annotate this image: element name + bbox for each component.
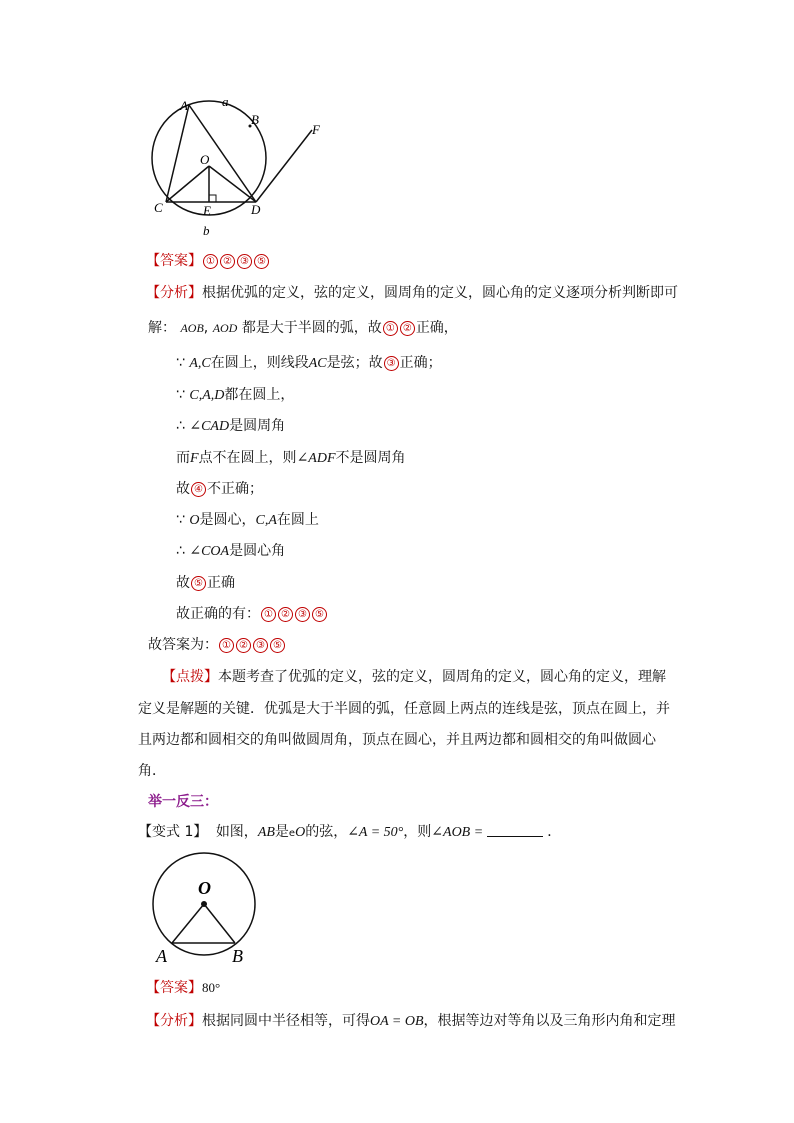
mark: ⑤ bbox=[254, 254, 269, 269]
text: 是弦；故 bbox=[326, 355, 383, 371]
answer-2 bbox=[146, 977, 220, 997]
var-o: O bbox=[295, 825, 306, 840]
tip-text: 本题考查了优弧的定义，弦的定义，圆周角的定义，圆心角的定义，理解 bbox=[218, 669, 666, 685]
answer-1 bbox=[146, 250, 270, 270]
answer-tag: 【答案】 bbox=[146, 253, 202, 269]
var-ab: AB bbox=[257, 825, 275, 840]
text: 是圆心， bbox=[199, 512, 256, 528]
var-cad: C,A,D bbox=[189, 388, 225, 403]
analysis-text: 根据优弧的定义，弦的定义，圆周角的定义，圆心角的定义逐项分析判断即可 bbox=[202, 285, 678, 301]
answer-tag: 【答案】 bbox=[146, 980, 202, 996]
analysis-line-arcs: 解： AOB, AOD 都是大于半圆的弧，故 ① ② 正确， bbox=[148, 320, 458, 336]
mark: ⑤ bbox=[270, 638, 285, 653]
var-ac: AC bbox=[308, 356, 327, 371]
arc-aod: AOD bbox=[212, 321, 238, 335]
arcs-text: 都是大于半圆的弧，故 bbox=[241, 320, 382, 336]
tip-tag: 【点拨】 bbox=[162, 669, 218, 685]
label-b: B bbox=[251, 112, 259, 127]
tip-line-1 bbox=[162, 666, 666, 686]
mark: ① bbox=[219, 638, 234, 653]
mark: ② bbox=[236, 638, 251, 653]
segment-ca bbox=[166, 105, 189, 202]
label-o: O bbox=[200, 152, 210, 167]
because-sym: ∵ bbox=[176, 355, 190, 371]
tip-line-2: 定义是解题的关键．优弧是大于半圆的弧，任意圆上两点的连线是弦，顶点在圆上，并 bbox=[138, 701, 670, 717]
var-ac-points: A,C bbox=[189, 356, 211, 371]
segment-ob bbox=[204, 904, 235, 943]
angle-aob: ∠AOB = bbox=[431, 825, 484, 840]
therefore-sym: ∴ bbox=[176, 543, 190, 559]
equation-oa-ob: OA = OB bbox=[370, 1014, 424, 1029]
analysis-line-6 bbox=[176, 447, 406, 467]
text: 而 bbox=[176, 450, 190, 466]
text: 都在圆上， bbox=[224, 387, 295, 403]
angle-cad: ∠CAD bbox=[189, 419, 230, 434]
variant-tag: 【变式 1】 bbox=[138, 824, 208, 840]
angle-a: ∠A = 50° bbox=[347, 825, 404, 840]
label-a: A bbox=[180, 98, 188, 113]
label-b-2: B bbox=[232, 946, 243, 966]
center-dot bbox=[201, 901, 207, 907]
solve-prefix: 解： bbox=[148, 320, 176, 336]
analysis-line-3 bbox=[176, 352, 442, 372]
text: 正确 bbox=[207, 575, 235, 591]
mark: ③ bbox=[295, 607, 310, 622]
therefore-sym: ∴ bbox=[176, 418, 190, 434]
segment-oa bbox=[172, 904, 204, 943]
angle-adf: ∠ADF bbox=[296, 451, 336, 466]
figure-circle-tangent bbox=[140, 92, 330, 240]
text: 不正确； bbox=[207, 481, 263, 497]
text: 是圆周角 bbox=[229, 418, 286, 434]
label-d: D bbox=[251, 202, 261, 217]
text: 是圆心角 bbox=[229, 543, 286, 559]
section-title: 举一反三： bbox=[148, 794, 218, 810]
text: ． bbox=[547, 824, 562, 840]
var-f: F bbox=[190, 451, 199, 466]
figure-circle-chord bbox=[146, 852, 258, 968]
var-ca: C,A bbox=[255, 513, 277, 528]
analysis-tag: 【分析】 bbox=[146, 285, 202, 301]
text: 如图， bbox=[215, 824, 258, 840]
label-arc-a: a bbox=[222, 94, 229, 109]
label-arc-b: b bbox=[203, 223, 210, 238]
analysis-line-4 bbox=[176, 384, 294, 404]
analysis-line-5 bbox=[176, 415, 285, 435]
label-c: C bbox=[154, 200, 163, 215]
mark: ⑤ bbox=[312, 607, 327, 622]
tip-line-3: 且两边都和圆相交的角叫做圆周角，顶点在圆心，并且两边都和圆相交的角叫做圆心 bbox=[138, 732, 656, 748]
analysis-line-10 bbox=[176, 572, 235, 592]
mark: ① bbox=[383, 321, 398, 336]
text: 根据同圆中半径相等，可得 bbox=[202, 1013, 370, 1029]
label-o-2: O bbox=[198, 878, 211, 898]
mark: ③ bbox=[253, 638, 268, 653]
analysis-tag: 【分析】 bbox=[146, 1013, 202, 1029]
arc-aob: AOB bbox=[180, 321, 204, 335]
label-e: E bbox=[203, 203, 211, 218]
circle-symbol: e bbox=[288, 828, 296, 839]
text: 不是圆周角 bbox=[335, 450, 406, 466]
mark: ② bbox=[278, 607, 293, 622]
mark: ④ bbox=[191, 482, 206, 497]
answer-blank[interactable] bbox=[487, 824, 543, 837]
text: 故 bbox=[176, 481, 190, 497]
mark: ③ bbox=[237, 254, 252, 269]
text: 故 bbox=[176, 575, 190, 591]
analysis-line-9 bbox=[176, 540, 285, 560]
mark: ① bbox=[203, 254, 218, 269]
text: 正确； bbox=[399, 355, 442, 371]
text: 在圆上 bbox=[276, 512, 319, 528]
var-o: O bbox=[189, 513, 200, 528]
answer-value: 80° bbox=[202, 980, 221, 995]
mark: ① bbox=[261, 607, 276, 622]
analysis-2 bbox=[146, 1010, 676, 1030]
text: 点不在圆上，则 bbox=[198, 450, 297, 466]
analysis-line-8 bbox=[176, 509, 319, 529]
text: 是 bbox=[274, 824, 289, 840]
because-sym: ∵ bbox=[176, 512, 190, 528]
analysis-line-7 bbox=[176, 478, 263, 498]
right-angle-mark bbox=[209, 195, 216, 202]
analysis-1-heading bbox=[146, 282, 678, 302]
mark: ③ bbox=[384, 356, 399, 371]
because-sym: ∵ bbox=[176, 387, 190, 403]
segment-co bbox=[166, 166, 209, 202]
mark: ⑤ bbox=[191, 576, 206, 591]
text: ，根据等边对等角以及三角形内角和定理 bbox=[423, 1013, 676, 1029]
text: ，则 bbox=[403, 824, 432, 840]
text: 在圆上，则线段 bbox=[210, 355, 309, 371]
label-a-2: A bbox=[156, 946, 167, 966]
text: 故答案为： bbox=[148, 637, 218, 653]
mark: ② bbox=[400, 321, 415, 336]
angle-coa: ∠COA bbox=[189, 544, 230, 559]
tangent-df bbox=[256, 130, 312, 202]
mark: ② bbox=[220, 254, 235, 269]
label-f: F bbox=[312, 122, 320, 137]
text: 故正确的有： bbox=[176, 606, 260, 622]
variant-1-question bbox=[138, 821, 561, 841]
analysis-line-11 bbox=[176, 603, 328, 623]
tip-line-4: 角． bbox=[138, 763, 166, 779]
final-answer-1 bbox=[148, 634, 286, 654]
text: 的弦， bbox=[305, 824, 348, 840]
arcs-end: 正确， bbox=[415, 320, 458, 336]
